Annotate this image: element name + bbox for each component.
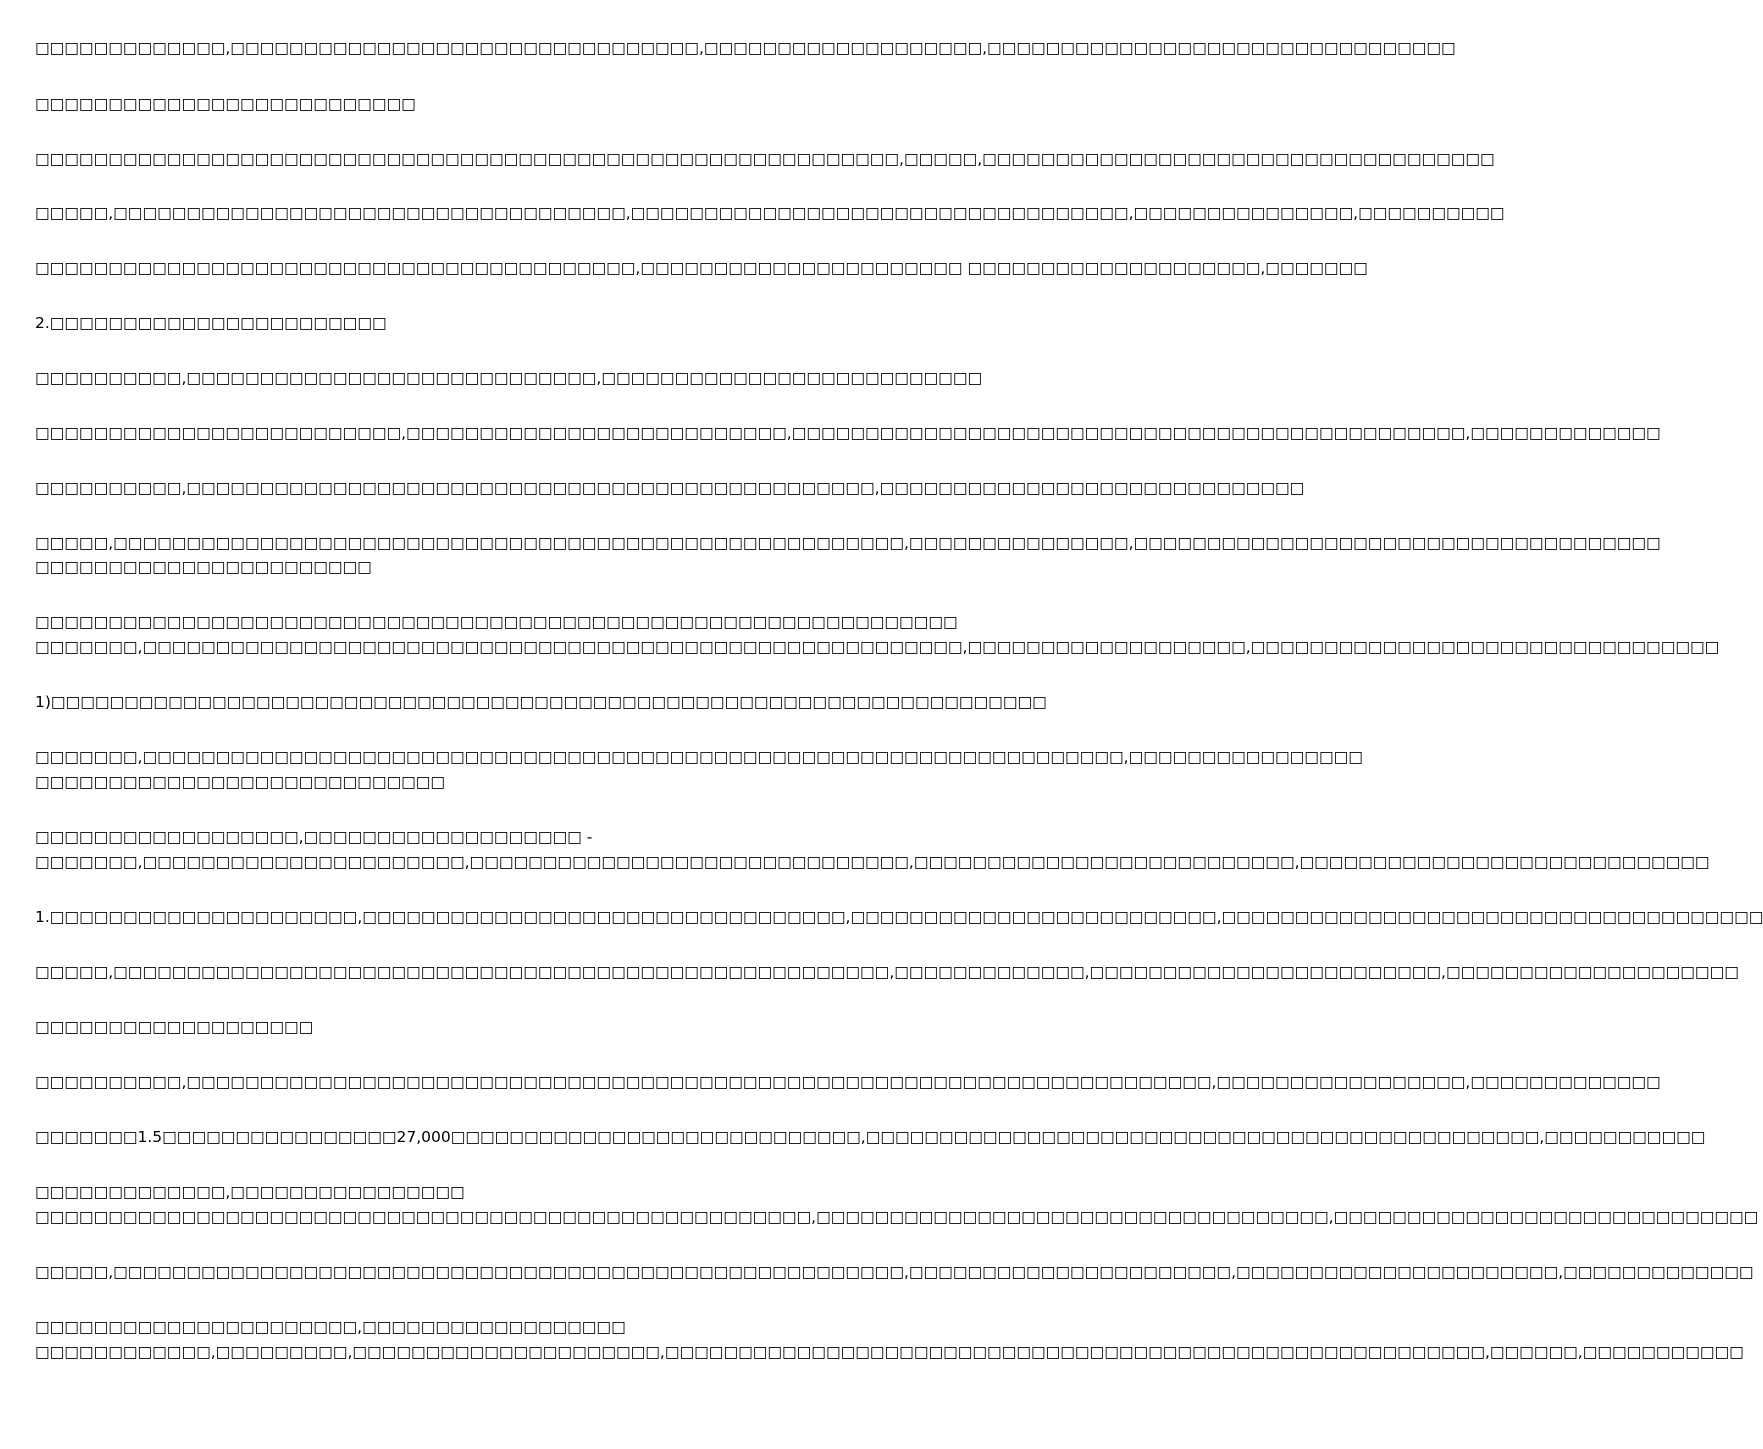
text-line: □□□□□□□□□□□□□□□□□□□□□□□ [35, 558, 372, 576]
text-line: □□□□□□□□□□□□□□□□□□,□□□□□□□□□□□□□□□□□□□ - [35, 828, 593, 846]
text-line: □□□□□□□□□□□□□,□□□□□□□□□□□□□□□□ [35, 1183, 465, 1201]
text-line: □□□□□□□□□□□□□,□□□□□□□□□□□□□□□□□□□□□□□□□□□□□□□□,□□□□□□□□□□□□□□□□□□□,□□□□□□□□□□□□□□□□□□□□□□□□□□□□□□□□ [35, 39, 1456, 57]
text-line: □□□□□,□□□□□□□□□□□□□□□□□□□□□□□□□□□□□□□□□□□□□□□□□□□□□□□□□□□□□□,□□□□□□□□□□□□□□□□□□□□□□,□□□□□□□□□□□□□□□□□□□□□□,□□□□□□□□□□□□□ [35, 1263, 1754, 1281]
text-line: □□□□□□□□□□,□□□□□□□□□□□□□□□□□□□□□□□□□□□□,□□□□□□□□□□□□□□□□□□□□□□□□□□ [35, 369, 983, 387]
text-line: □□□□□□□,□□□□□□□□□□□□□□□□□□□□□□,□□□□□□□□□□□□□□□□□□□□□□□□□□□□□□,□□□□□□□□□□□□□□□□□□□□□□□□□□,□□□□□□□□□□□□□□□□□□□□□□□□□□□□ [35, 853, 1710, 871]
text-line: □□□□□□□□□□□□□□□□□□□□□□□□□□□□□□□□□□□□□□□□□□□□□□□□□□□□□□□□□□□,□□□□□,□□□□□□□□□□□□□□□□□□□□□□□□□□□□□□□□□□□ [35, 150, 1495, 168]
text-line: □□□□□,□□□□□□□□□□□□□□□□□□□□□□□□□□□□□□□□□□□□□□□□□□□□□□□□□□□□□,□□□□□□□□□□□□□,□□□□□□□□□□□□□□□□□□□□□□□□,□□□□□□□□□□□□□□□□□□□□ [35, 963, 1739, 981]
text-line: 1)□□□□□□□□□□□□□□□□□□□□□□□□□□□□□□□□□□□□□□□□□□□□□□□□□□□□□□□□□□□□□□□□□□□□ [35, 693, 1047, 711]
text-line: □□□□□□□□□□□□□□□□□□□ [35, 1018, 314, 1036]
text-line: □□□□□□□,□□□□□□□□□□□□□□□□□□□□□□□□□□□□□□□□□□□□□□□□□□□□□□□□□□□□□□□□□□□□□□□□□□□,□□□□□□□□□□□□□□□□ [35, 748, 1363, 766]
text-line: □□□□□□□□□□,□□□□□□□□□□□□□□□□□□□□□□□□□□□□□□□□□□□□□□□□□□□□□□□,□□□□□□□□□□□□□□□□□□□□□□□□□□□□□ [35, 479, 1305, 497]
text-line: □□□□□□□□□□□□□□□□□□□□□□□□□,□□□□□□□□□□□□□□□□□□□□□□□□□□,□□□□□□□□□□□□□□□□□□□□□□□□□□□□□□□□□□□□□□□□□□□□□□,□□□□□□□□□□□□□ [35, 424, 1661, 442]
text-line: □□□□□,□□□□□□□□□□□□□□□□□□□□□□□□□□□□□□□□□□□,□□□□□□□□□□□□□□□□□□□□□□□□□□□□□□□□□□,□□□□□□□□□□□□□□□,□□□□□□□□□□ [35, 204, 1505, 222]
text-line: □□□□□□□□□□□□□□□□□□□□□□□□□□□□□□□□□□□□□□□□□,□□□□□□□□□□□□□□□□□□□□□□ □□□□□□□□□□□□□□□□□□□□,□□□□□□□ [35, 259, 1368, 277]
text-line: □□□□□□□□□□□□□□□□□□□□□□,□□□□□□□□□□□□□□□□□□ [35, 1318, 626, 1336]
text-line: 1.□□□□□□□□□□□□□□□□□□□□□,□□□□□□□□□□□□□□□□□□□□□□□□□□□□□□□□□,□□□□□□□□□□□□□□□□□□□□□□□□□,□□□□□□□□□□□□□□□□□□□□□□□□□□□□□□□□□□□□□ [35, 908, 1763, 926]
text-line: □□□□□□□□□□□□□□□□□□□□□□□□□□□□□□□□□□□□□□□□□□□□□□□□□□□□□□□□□□□□□□□ [35, 613, 958, 631]
text-line: □□□□□□□□□□□□□□□□□□□□□□□□□□ [35, 95, 416, 113]
text-line: □□□□□□□□□□□□,□□□□□□□□□,□□□□□□□□□□□□□□□□□□□□□,□□□□□□□□□□□□□□□□□□□□□□□□□□□□□□□□□□□□□□□□□□□□□□□□□□□□□□□□,□□□□□□,□□□□□□□□□□□ [35, 1343, 1744, 1361]
text-line: □□□□□□□□□□□□□□□□□□□□□□□□□□□□□□□□□□□□□□□□□□□□□□□□□□□□□,□□□□□□□□□□□□□□□□□□□□□□□□□□□□□□□□□□□,□□□□□□□□□□□□□□□□□□□□□□□□□□□□□ [35, 1208, 1759, 1226]
text-line: □□□□□□□□□□□□□□□□□□□□□□□□□□□□ [35, 773, 446, 791]
text-line: □□□□□□□,□□□□□□□□□□□□□□□□□□□□□□□□□□□□□□□□□□□□□□□□□□□□□□□□□□□□□□□□,□□□□□□□□□□□□□□□□□□□,□□□□□□□□□□□□□□□□□□□□□□□□□□□□□□□□ [35, 638, 1720, 656]
text-line: □□□□□□□□□□,□□□□□□□□□□□□□□□□□□□□□□□□□□□□□□□□□□□□□□□□□□□□□□□□□□□□□□□□□□□□□□□□□□□□□□,□□□□□□□□□□□□□□□□□,□□□□□□□□□□□□□ [35, 1073, 1661, 1091]
text-line: □□□□□,□□□□□□□□□□□□□□□□□□□□□□□□□□□□□□□□□□□□□□□□□□□□□□□□□□□□□□,□□□□□□□□□□□□□□□,□□□□□□□□□□□□□□□□□□□□□□□□□□□□□□□□□□□□ [35, 534, 1661, 552]
text-line: 2.□□□□□□□□□□□□□□□□□□□□□□□ [35, 314, 387, 332]
text-line: □□□□□□□1.5□□□□□□□□□□□□□□□□27,000□□□□□□□□□□□□□□□□□□□□□□□□□□□□,□□□□□□□□□□□□□□□□□□□□□□□□□□□□□□□□□□□□□□□□□□□□□□,□□□□□□□□□□□ [35, 1128, 1706, 1146]
